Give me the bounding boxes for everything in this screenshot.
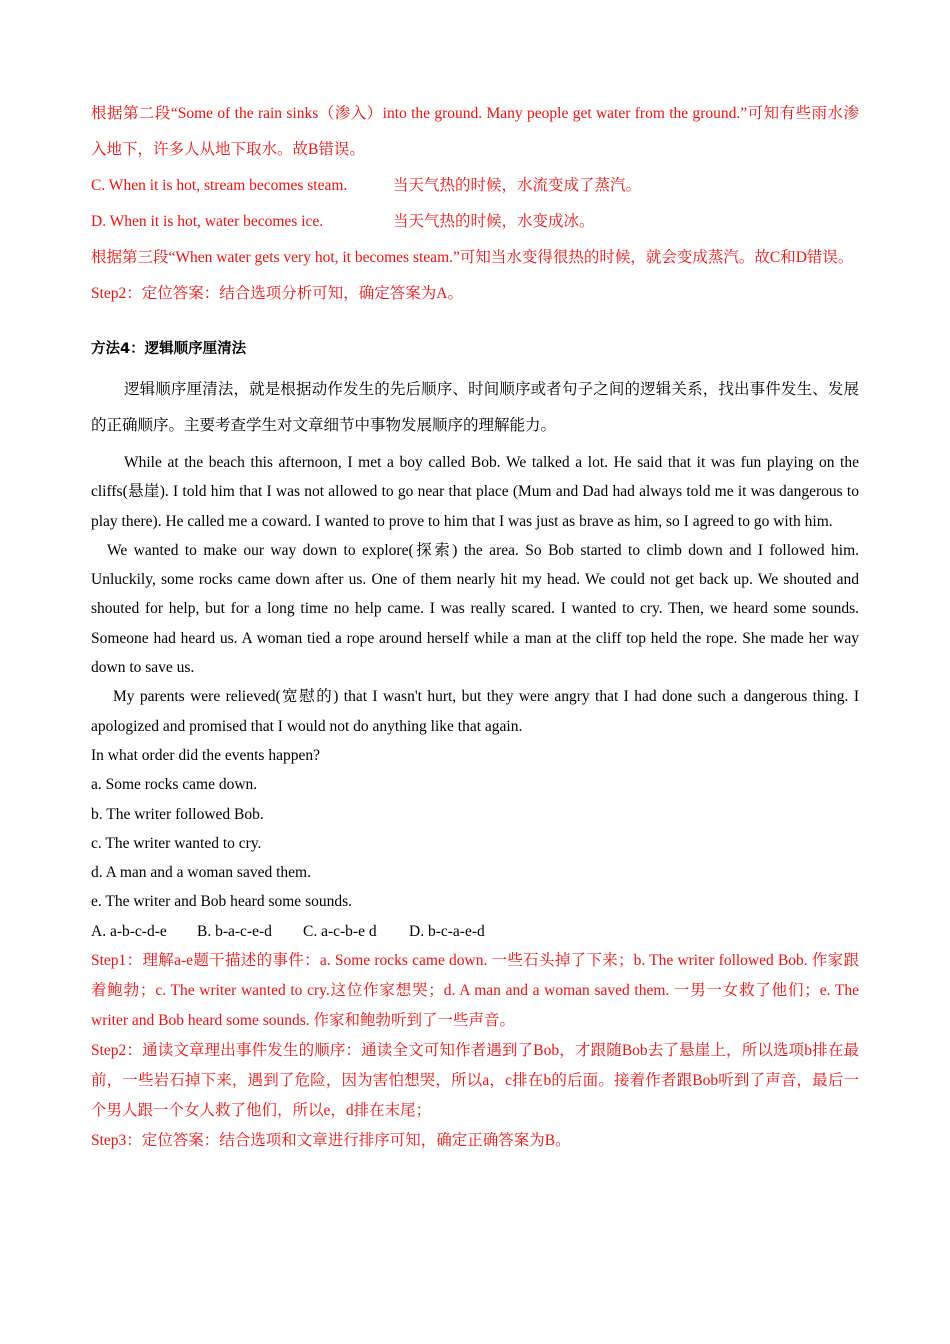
event-item-b: b. The writer followed Bob. xyxy=(91,805,264,823)
option-c-chinese: 当天气热的时候，水流变成了蒸汽。 xyxy=(393,177,642,194)
answer-options xyxy=(91,917,859,946)
option-d-chinese: 当天气热的时候，水变成冰。 xyxy=(393,213,595,230)
para3-evidence: 根据第三段“When water gets very hot, it becomes steam.”可知当水变得很热的时候，就会变成蒸汽。故C和D错误。 xyxy=(91,249,854,266)
question-stem: In what order did the events happen? xyxy=(91,746,320,764)
event-item-d: d. A man and a woman saved them. xyxy=(91,864,311,882)
solution-step3: Step3：定位答案：结合选项和文章进行排序可知，确定正确答案为B。 xyxy=(91,1132,571,1150)
option-c: C. a-c-b-e d xyxy=(303,922,377,940)
passage-paragraph-2: We wanted to make our way down to explore(探索) the area. So Bob started to climb down and I followed him. Unluckily, some rocks came down after us. One of them nearly hit my head. We could not get back up. We shouted and shouted for help, but for a long time no help came. I was really scared. I wanted to cry. Then, we heard some sounds. Someone had heard us. A woman tied a rope around herself while a man at the cliff top held the rope. She made her way down to save us. xyxy=(91,541,859,677)
document-page xyxy=(91,96,859,1156)
step2-answer: Step2：定位答案：结合选项分析可知，确定答案为A。 xyxy=(91,285,464,302)
option-d-english: D. When it is hot, water becomes ice. xyxy=(91,213,324,230)
passage-paragraph-1: While at the beach this afternoon, I met a boy called Bob. We talked a lot. He said that it was fun playing on the cliffs(悬崖). I told him that I was not allowed to go near that place (Mum and Dad had always told me it was dangerous to play there). He called me a coward. I wanted to prove to him that I was just as brave as him, so I agreed to go with him. xyxy=(91,454,859,530)
passage-paragraph-3: My parents were relieved(宽慰的) that I wasn't hurt, but they were angry that I had done such a dangerous thing. I apologized and promised that I would not do anything like that again. xyxy=(91,688,859,735)
event-item-e: e. The writer and Bob heard some sounds. xyxy=(91,893,353,911)
option-b: B. b-a-c-e-d xyxy=(197,922,272,940)
method-heading: 方法4：逻辑顺序厘清法 xyxy=(91,341,247,357)
option-c-analysis xyxy=(91,168,859,204)
method-intro: 逻辑顺序厘清法，就是根据动作发生的先后顺序、时间顺序或者句子之间的逻辑关系，找出事件发生、发展的正确顺序。主要考查学生对文章细节中事物发展顺序的理解能力。 xyxy=(91,381,859,434)
solution-step1: Step1：理解a-e题干描述的事件：a. Some rocks came down. 一些石头掉了下来；b. The writer followed Bob. 作家跟着鲍勃；c. The writer wanted to cry.这位作家想哭；d. A man and a woman saved them. 一男一女救了他们；e. The writer and Bob heard some sounds. 作家和鲍勃听到了一些声音。 xyxy=(91,952,859,1030)
option-c-english: C. When it is hot, stream becomes steam. xyxy=(91,177,348,194)
solution-step2: Step2：通读文章理出事件发生的顺序：通读全文可知作者遇到了Bob，才跟随Bob去了悬崖上，所以选项b排在最前，一些岩石掉下来，遇到了危险，因为害怕想哭，所以a，c排在b的后面。接着作者跟Bob听到了声音，最后一个男人跟一个女人救了他们，所以e，d排在末尾； xyxy=(91,1042,859,1120)
para2-evidence: 根据第二段“Some of the rain sinks（渗入）into the ground. Many people get water from the ground.”可知有些雨水渗入地下，许多人从地下取水。故B错误。 xyxy=(91,105,859,158)
option-d-analysis xyxy=(91,204,859,240)
option-a: A. a-b-c-d-e xyxy=(91,922,167,940)
event-item-c: c. The writer wanted to cry. xyxy=(91,834,262,852)
event-item-a: a. Some rocks came down. xyxy=(91,776,258,794)
option-d: D. b-c-a-e-d xyxy=(409,922,485,940)
